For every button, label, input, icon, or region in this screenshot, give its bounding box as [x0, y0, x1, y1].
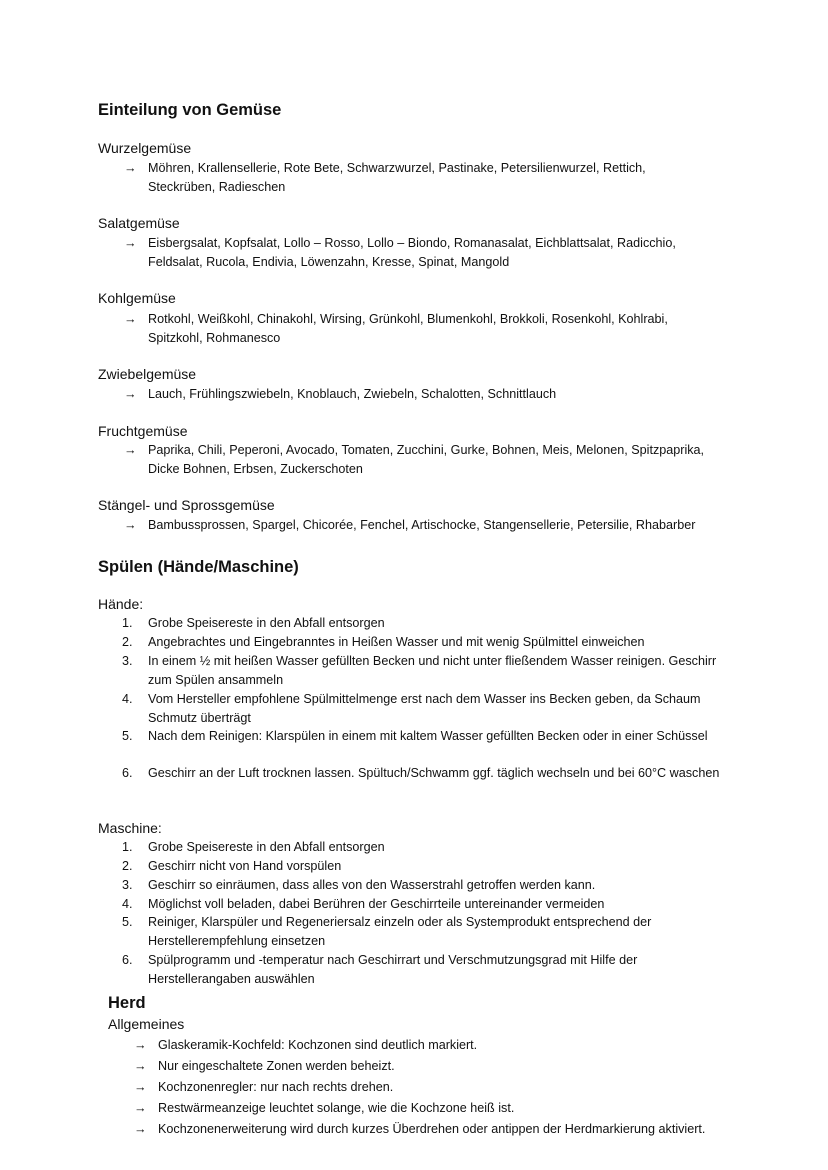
vegetable-group-heading: Salatgemüse: [98, 215, 180, 231]
arrow-icon: →: [134, 1038, 147, 1052]
list-number: 4.: [122, 897, 133, 911]
arrow-icon: →: [134, 1059, 147, 1073]
list-number: 3.: [122, 878, 133, 892]
list-item-text: Reiniger, Klarspüler und Regeneriersalz einzeln oder als Systemprodukt entsprechend der Herstellerempfehlung einsetzen: [148, 915, 652, 948]
vegetable-group-items: [124, 385, 714, 404]
subheading-maschine: Maschine:: [98, 820, 162, 836]
list-item-text: Lauch, Frühlingszwiebeln, Knoblauch, Zwiebeln, Schalotten, Schnittlauch: [148, 387, 557, 401]
list-item-text: Möglichst voll beladen, dabei Berühren der Geschirrteile untereinander vermeiden: [148, 897, 605, 911]
list-item-text: Nur eingeschaltete Zonen werden beheizt.: [158, 1059, 395, 1073]
haende-step: [122, 690, 742, 728]
list-number: 6.: [122, 953, 133, 967]
list-item-text: Geschirr an der Luft trocknen lassen. Spültuch/Schwamm ggf. täglich wechseln und bei 60°C waschen: [148, 766, 720, 780]
arrow-icon: →: [124, 161, 137, 175]
list-item-text: Nach dem Reinigen: Klarspülen in einem mit kaltem Wasser gefüllten Becken oder in einer Schüssel: [148, 729, 708, 743]
list-item-text: Grobe Speisereste in den Abfall entsorgen: [148, 840, 385, 854]
vegetable-group-items: [124, 516, 714, 535]
list-item-text: Vom Hersteller empfohlene Spülmittelmenge erst nach dem Wasser ins Becken geben, da Schaum Schmutz überträgt: [148, 692, 701, 725]
haende-step: [122, 727, 742, 746]
arrow-icon: →: [124, 236, 137, 250]
haende-step: [122, 764, 742, 783]
list-item-text: Möhren, Krallensellerie, Rote Bete, Schwarzwurzel, Pastinake, Petersilienwurzel, Rettich, Steckrüben, Radieschen: [148, 161, 646, 194]
arrow-icon: →: [134, 1122, 147, 1136]
arrow-icon: →: [134, 1101, 147, 1115]
vegetable-group-heading: Zwiebelgemüse: [98, 366, 197, 382]
arrow-icon: →: [124, 312, 137, 326]
section-title-herd: Herd: [108, 994, 146, 1012]
vegetable-group-heading: Fruchtgemüse: [98, 423, 188, 439]
maschine-step: [122, 951, 742, 989]
list-number: 4.: [122, 692, 133, 706]
list-item-text: Kochzonenregler: nur nach rechts drehen.: [158, 1080, 394, 1094]
vegetable-group-heading: Stängel- und Sprossgemüse: [98, 497, 275, 513]
list-item-text: Grobe Speisereste in den Abfall entsorgen: [148, 616, 385, 630]
maschine-step: [122, 913, 742, 951]
subheading-haende: Hände:: [98, 596, 144, 612]
list-number: 1.: [122, 616, 133, 630]
haende-step: [122, 614, 742, 633]
herd-item: [134, 1057, 814, 1076]
list-item-text: In einem ½ mit heißen Wasser gefüllten Becken und nicht unter fließendem Wasser reinigen. Geschirr zum Spülen ansammeln: [148, 654, 717, 687]
list-number: 5.: [122, 729, 133, 743]
haende-step: [122, 652, 742, 690]
herd-item: [134, 1036, 814, 1055]
arrow-icon: →: [134, 1080, 147, 1094]
maschine-step: [122, 895, 742, 914]
vegetable-group-items: [124, 234, 714, 272]
vegetable-group-items: [124, 441, 714, 479]
maschine-step: [122, 876, 742, 895]
arrow-icon: →: [124, 518, 137, 532]
arrow-icon: →: [124, 387, 137, 401]
vegetable-group-heading: Wurzelgemüse: [98, 140, 192, 156]
list-item-text: Kochzonenerweiterung wird durch kurzes Überdrehen oder antippen der Herdmarkierung aktiviert.: [158, 1122, 706, 1136]
list-item-text: Angebrachtes und Eingebranntes in Heißen Wasser und mit wenig Spülmittel einweichen: [148, 635, 645, 649]
section-title-gemuese: Einteilung von Gemüse: [98, 101, 282, 119]
list-number: 6.: [122, 766, 133, 780]
herd-item: [134, 1078, 814, 1097]
list-item-text: Restwärmeanzeige leuchtet solange, wie die Kochzone heiß ist.: [158, 1101, 515, 1115]
maschine-step: [122, 838, 742, 857]
vegetable-group-heading: Kohlgemüse: [98, 290, 176, 306]
vegetable-group-items: [124, 310, 714, 348]
list-item-text: Paprika, Chili, Peperoni, Avocado, Tomaten, Zucchini, Gurke, Bohnen, Meis, Melonen, Spitzpaprika, Dicke Bohnen, Erbsen, Zuckerschoten: [148, 443, 705, 476]
subheading-allgemeines: Allgemeines: [108, 1016, 185, 1032]
list-item-text: Glaskeramik-Kochfeld: Kochzonen sind deutlich markiert.: [158, 1038, 478, 1052]
list-item-text: Geschirr nicht von Hand vorspülen: [148, 859, 342, 873]
herd-item: [134, 1120, 814, 1139]
list-item-text: Eisbergsalat, Kopfsalat, Lollo – Rosso, Lollo – Biondo, Romanasalat, Eichblattsalat, Radicchio, Feldsalat, Rucola, Endivia, Löwenzahn, Kresse, Spinat, Mangold: [148, 236, 676, 269]
list-item-text: Geschirr so einräumen, dass alles von den Wasserstrahl getroffen werden kann.: [148, 878, 596, 892]
list-number: 2.: [122, 635, 133, 649]
list-number: 3.: [122, 654, 133, 668]
herd-item: [134, 1099, 814, 1118]
list-item-text: Spülprogramm und -temperatur nach Geschirrart und Verschmutzungsgrad mit Hilfe der Herstellerangaben auswählen: [148, 953, 638, 986]
list-number: 5.: [122, 915, 133, 929]
section-title-spuelen: Spülen (Hände/Maschine): [98, 558, 299, 576]
haende-step: [122, 633, 742, 652]
maschine-step: [122, 857, 742, 876]
vegetable-group-items: [124, 159, 714, 197]
list-item-text: Bambussprossen, Spargel, Chicorée, Fenchel, Artischocke, Stangensellerie, Petersilie, Rhabarber: [148, 518, 696, 532]
list-item-text: Rotkohl, Weißkohl, Chinakohl, Wirsing, Grünkohl, Blumenkohl, Brokkoli, Rosenkohl, Kohlrabi, Spitzkohl, Rohmanesco: [148, 312, 668, 345]
list-number: 1.: [122, 840, 133, 854]
list-number: 2.: [122, 859, 133, 873]
arrow-icon: →: [124, 443, 137, 457]
